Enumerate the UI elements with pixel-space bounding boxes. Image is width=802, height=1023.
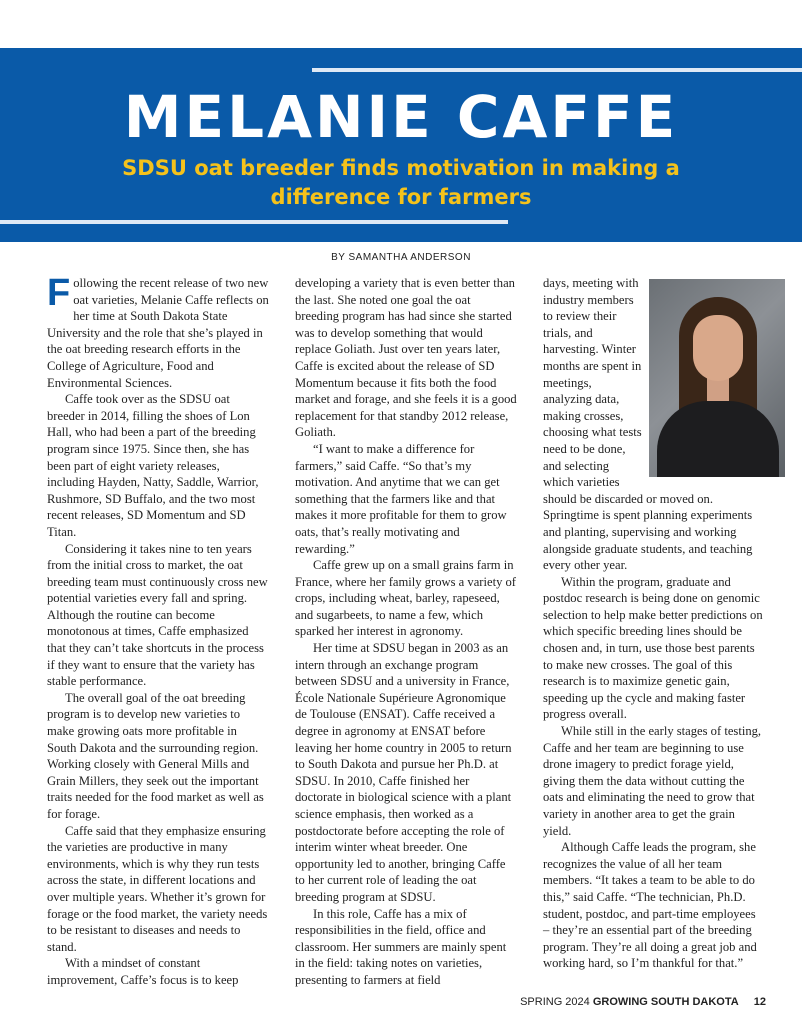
footer-publication: GROWING SOUTH DAKOTA [592, 996, 739, 1008]
paragraph: days, meeting with industry members to review their trials, and harvesting. Winter months are spent in meetings, analyzing data, making crosses, choosing what tests need to be done, and selecting which varieties should be discarded or moved on. Springtime is spent planning experiments and planting, supervising and working alongside graduate students, and teaching every other year. [543, 276, 753, 573]
paragraph: Caffe said that they emphasize ensuring the varieties are productive in many environments, which is why they run tests across the state, in different locations and over multiple years. Whether it’s grown for forage or the food market, the variety needs to be resistant to diseases and needs to stand. [47, 823, 268, 954]
footer-issue: SPRING 2024 [520, 996, 590, 1008]
page-number: 12 [753, 996, 766, 1008]
decorative-stripe-top [312, 68, 802, 72]
paragraph: Within the program, graduate and postdoc research is being done on genomic selection to help make better predictions on which specific breeding lines should be chosen and, in turn, use those best parents to make new crosses. The goal of this research is to maximize genetic gain, speeding up the cycle and making faster progress overall. [543, 574, 763, 722]
paragraph: Caffe grew up on a small grains farm in France, where her family grows a variety of crops, including wheat, barley, rapeseed, and sugarbeets, to name a few, which sparked her interest in agronomy. [295, 558, 516, 639]
article-column-1 [47, 272, 269, 989]
paragraph: Considering it takes nine to ten years from the initial cross to market, the oat breeding team must continuously cross new potential varieties every fall and spring. Although the routine can become monotonous at times, Caffe emphasized that they can’t take shortcuts in the process if they want to ensure that the variety has stable performance. [47, 541, 268, 689]
paragraph: Her time at SDSU began in 2003 as an intern through an exchange program between SDSU and a university in France, École Nationale Supérieure Agronomique de Toulouse (ENSAT). Caffe received a degree in agronomy at ENSAT before leaving her home country in 2005 to return to South Dakota and pursue her Ph.D. at SDSU. In 2010, Caffe finished her doctorate in biological science with a plant science emphasis, then worked as a postdoctorate before accepting the role of interim winter wheat breeder. One opportunity led to another, bringing Caffe to her current role of leading the oat breeding program at SDSU. [295, 641, 512, 904]
paragraph: The overall goal of the oat breeding program is to develop new varieties to make growing oats more profitable in South Dakota and the surrounding region. Working closely with General Mills and Grain Millers, they seek out the important traits needed for the food market as well as for forage. [47, 690, 264, 821]
article-subtitle: SDSU oat breeder finds motivation in making a difference for farmers [122, 156, 680, 209]
paragraph: developing a variety that is even better than the last. She noted one goal the oat breeding program has had since she started was to develop something that would replace Goliath. Just over ten years later, Caffe is excited about the release of SD Momentum because it fits both the food market and forage, and she feels it is a good replacement for that standby 2012 release, Goliath. [295, 276, 517, 440]
paragraph: “I want to make a difference for farmers,” said Caffe. “So that’s my motivation. And anytime that we can get something that the farmers like and that makes it more profitable for them to grow oats, that’s really motivating and rewarding.” [295, 441, 507, 556]
article-column-3 [543, 275, 765, 972]
page-footer [520, 996, 766, 1008]
paragraph: Following the recent release of two new oat varieties, Melanie Caffe reflects on her time at South Dakota State University and the role that she’s played in the oat breeding research efforts in the College of Agriculture, Food and Environmental Sciences. [47, 272, 269, 390]
byline: BY SAMANTHA ANDERSON [331, 252, 471, 263]
drop-cap: F [47, 272, 71, 314]
paragraph: Although Caffe leads the program, she recognizes the value of all her team members. “It takes a team to be able to do this,” said Caffe. “The technician, Ph.D. student, postdoc, and part-time employees – they’re an essential part of the breeding program. They’re all doing a great job and working hard, so I’m thankful for that.” [543, 840, 757, 971]
paragraph: With a mindset of constant improvement, Caffe’s focus is to keep [47, 956, 239, 987]
article-column-2 [295, 275, 517, 989]
paragraph: While still in the early stages of testing, Caffe and her team are beginning to use drone imagery to predict forage yield, giving them the data without cutting the oats and eliminating the need to grow that variety in another area to get the grain yield. [543, 724, 762, 838]
article-title: MELANIE CAFFE [123, 83, 679, 151]
paragraph: In this role, Caffe has a mix of responsibilities in the field, office and classroom. Her summers are mainly spent in the field: taking notes on varieties, presenting to farmers at field [295, 906, 507, 987]
paragraph: Caffe took over as the SDSU oat breeder in 2014, filling the shoes of Lon Hall, who had been a part of the breeding program since 1975. Since then, she has been part of eight variety releases, including Hayden, Natty, Saddle, Warrior, Rushmore, SD Buffalo, and the two most recent releases, SD Momentum and SD Titan. [47, 392, 259, 539]
portrait-photo [649, 279, 785, 477]
header-banner [0, 48, 802, 242]
decorative-stripe-bottom [0, 220, 508, 224]
